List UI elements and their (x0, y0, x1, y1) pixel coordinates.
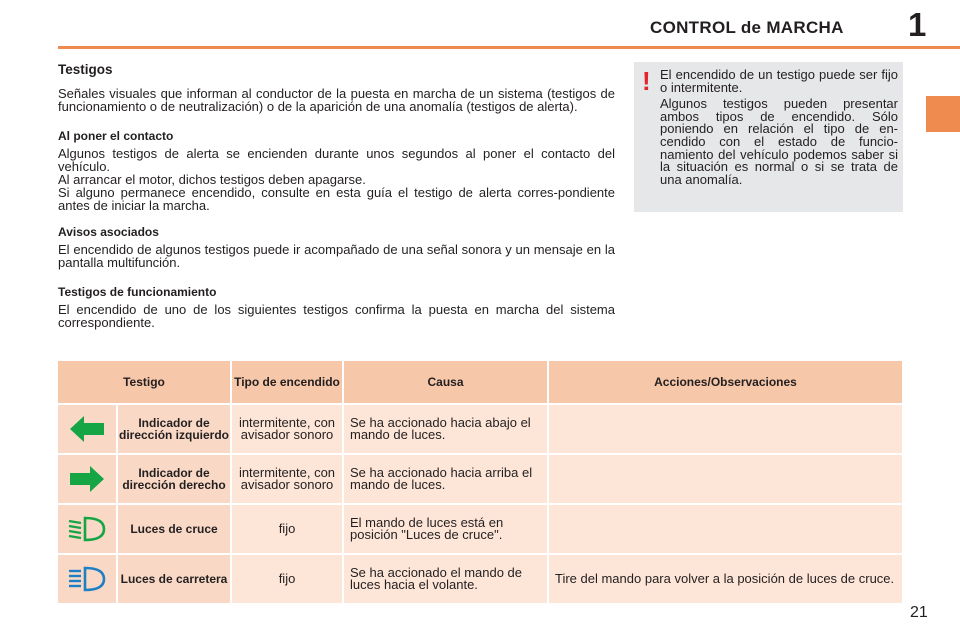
light-action (549, 455, 902, 503)
header-tipo: Tipo de encendido (232, 361, 342, 403)
header-rule (58, 46, 960, 49)
alerts-subtitle: Avisos asociados (58, 225, 159, 239)
table-row (58, 405, 902, 453)
note-paragraph-2: Algunos testigos pueden presentar ambos tipos de encendido. Sólo poniendo en relación el tipo de en-cendido con el estado de funcio-namiento del vehículo podemos saber si la situación es normal o si se trata de una anomalía. (660, 96, 898, 187)
light-name: Indicador de dirección derecho (118, 455, 230, 503)
table-row (58, 455, 902, 503)
header-causa: Causa (344, 361, 547, 403)
exclamation-icon: ! (642, 66, 651, 96)
light-cause: El mando de luces está en posición "Luces de cruce". (344, 505, 547, 553)
note-paragraph-1: El encendido de un testigo puede ser fijo o intermitente. (660, 67, 898, 95)
function-subtitle: Testigos de funcionamiento (58, 285, 217, 299)
function-paragraph: El encendido de uno de los siguientes testigos confirma la puesta en marcha del sistema correspondiente. (58, 302, 615, 330)
icon-cell (58, 405, 116, 453)
low-beam-icon (67, 515, 107, 543)
left-arrow-icon (68, 414, 106, 444)
header-testigo: Testigo (58, 361, 230, 403)
contact-paragraph-3: Si alguno permanece encendido, consulte en esta guía el testigo de alerta corres-pondiente antes de iniciar la marcha. (58, 185, 615, 213)
table-row (58, 505, 902, 553)
icon-cell (58, 555, 116, 603)
page-number: 21 (910, 604, 928, 621)
light-action: Tire del mando para volver a la posición de luces de cruce. (549, 555, 902, 603)
right-arrow-icon (68, 464, 106, 494)
chapter-title: CONTROL de MARCHA (650, 18, 844, 37)
main-content (58, 60, 615, 329)
contact-paragraph-2: Al arrancar el motor, dichos testigos deben apagarse. (58, 172, 366, 187)
chapter-side-tab (926, 96, 960, 132)
light-cause: Se ha accionado hacia abajo el mando de luces. (344, 405, 547, 453)
light-type: intermitente, con avisador sonoro (232, 405, 342, 453)
high-beam-icon (67, 565, 107, 593)
header-acciones: Acciones/Observaciones (549, 361, 902, 403)
intro-paragraph: Señales visuales que informan al conductor de la puesta en marcha de un sistema (testigos de funcionamiento o de neutralización) o de la aparición de una anomalía (testigos de alerta). (58, 86, 615, 114)
light-type: fijo (232, 555, 342, 603)
warning-lights-table (56, 359, 904, 605)
light-action (549, 405, 902, 453)
warning-note (634, 62, 903, 212)
light-type: fijo (232, 505, 342, 553)
light-name: Luces de cruce (118, 505, 230, 553)
light-action (549, 505, 902, 553)
light-type: intermitente, con avisador sonoro (232, 455, 342, 503)
contact-subtitle: Al poner el contacto (58, 129, 174, 143)
section-title: Testigos (58, 62, 113, 77)
icon-cell (58, 505, 116, 553)
table-row (58, 555, 902, 603)
light-cause: Se ha accionado el mando de luces hacia el volante. (344, 555, 547, 603)
light-cause: Se ha accionado hacia arriba el mando de luces. (344, 455, 547, 503)
icon-cell (58, 455, 116, 503)
contact-paragraph-1: Algunos testigos de alerta se encienden durante unos segundos al poner el contacto del vehículo. (58, 146, 615, 174)
chapter-number: 1 (908, 6, 927, 43)
light-name: Indicador de dirección izquierdo (118, 405, 230, 453)
light-name: Luces de carretera (118, 555, 230, 603)
table-header-row (58, 361, 902, 403)
alerts-paragraph: El encendido de algunos testigos puede ir acompañado de una señal sonora y un mensaje en la pantalla multifunción. (58, 242, 615, 270)
note-text (660, 69, 898, 190)
